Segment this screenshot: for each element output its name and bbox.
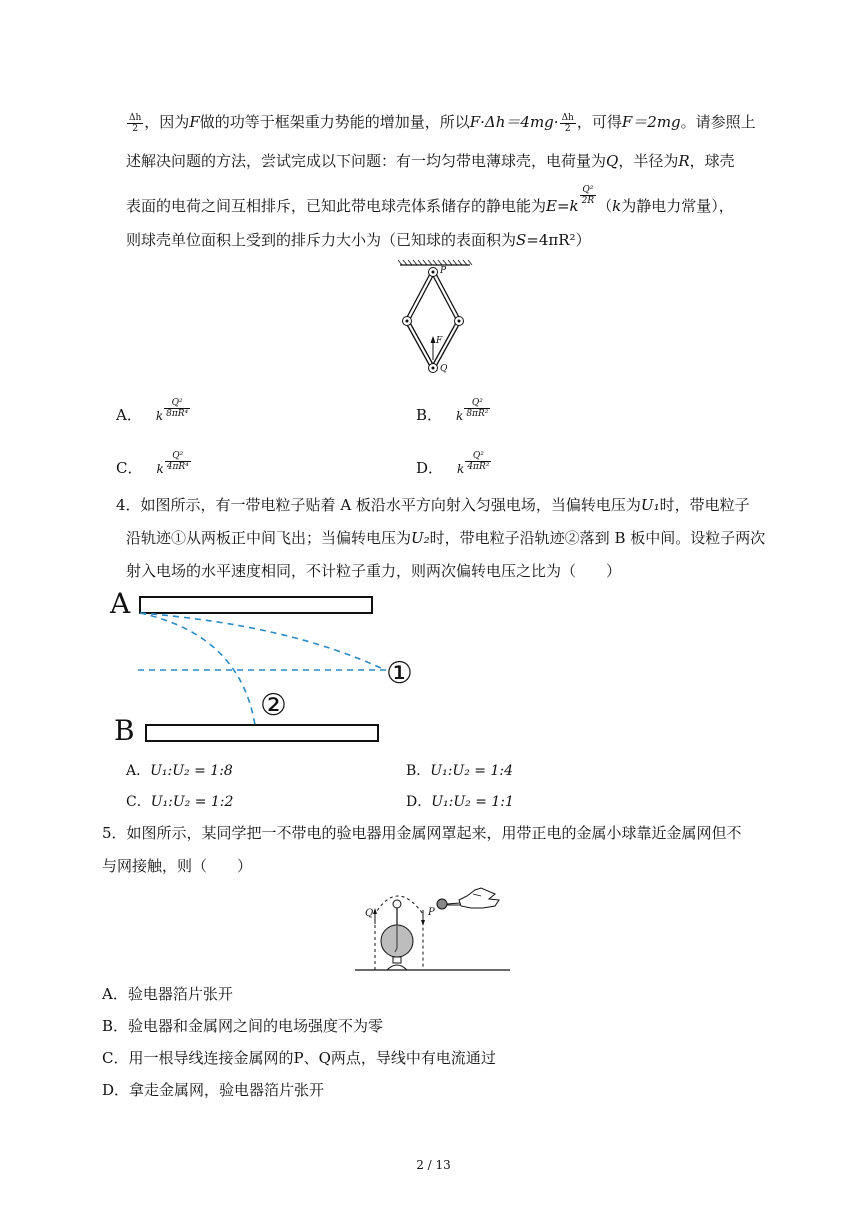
q4-option-b[interactable]: B．U₁:U₂ = 1:4	[406, 763, 513, 779]
fraction-dh: $\frac{\Delta h}{2}$	[129, 112, 142, 134]
intro-line-3: 表面的电荷之间互相排斥，已知此带电球壳体系储存的静电能为E=k $\frac{\text{Q²}}{2R}$ （k为静电力常量），	[126, 184, 734, 215]
charged-ball	[437, 899, 447, 909]
intro-line-2: 述解决问题的方法，尝试完成以下问题：有一均匀带电薄球壳，电荷量为Q，半径为R，球壳	[126, 152, 735, 170]
q4-line-3: 射入电场的水平速度相同，不计粒子重力，则两次偏转电压之比为（ ）	[126, 562, 622, 580]
fig1-label-Q: Q	[440, 364, 448, 374]
plate-b	[146, 725, 378, 741]
plate-b-label: B	[114, 714, 135, 747]
q4-line-1: 4．如图所示，有一带电粒子贴着 A 板沿水平方向射入匀强电场，当偏转电压为U₁时，带电粒子	[116, 496, 750, 514]
plate-a	[140, 597, 372, 613]
fraction-dh-2: $\frac{\Delta h}{2}$	[561, 112, 574, 134]
q5-option-d[interactable]: D．拿走金属网，验电器箔片张开	[102, 1081, 325, 1099]
fig3-label-P: P	[428, 907, 435, 918]
q3-option-c[interactable]: C． k $\frac{\text{Q²}}{\text{4πR⁴}}$	[116, 450, 189, 477]
fig3-label-Q: Q	[365, 908, 374, 919]
q5-option-b[interactable]: B．验电器和金属网之间的电场强度不为零	[102, 1017, 384, 1035]
q3-option-b[interactable]: B． k $\frac{\text{Q²}}{\text{8πR²}}$	[416, 397, 489, 424]
trajectory-1-label: ①	[386, 656, 413, 691]
trajectory-2-label: ②	[260, 688, 287, 723]
plate-a-label: A	[110, 587, 131, 620]
q4-line-2: 沿轨迹①从两板正中间飞出；当偏转电压为U₂时，带电粒子沿轨迹②落到 B 板中间。设粒子两次	[126, 529, 766, 547]
rhombus-frame-figure	[395, 258, 475, 378]
q5-line-2: 与网接触，则（ ）	[102, 857, 253, 875]
fraction-energy: $\frac{\text{Q²}}{2R}$	[581, 184, 595, 206]
fig1-label-F: F	[436, 336, 443, 346]
q5-option-a[interactable]: A．验电器箔片张开	[102, 985, 233, 1003]
q3-option-a[interactable]: A． k $\frac{\text{Q²}}{\text{8πR⁴}}$	[116, 397, 189, 424]
q4-option-a[interactable]: A．U₁:U₂ = 1:8	[126, 763, 233, 779]
electroscope-figure	[355, 884, 515, 976]
q4-option-c[interactable]: C．U₁:U₂ = 1:2	[126, 794, 234, 810]
page-number: 2 / 13	[416, 1158, 451, 1172]
intro-line-1: $\frac{\Delta h}{2}$ ，因为F做的功等于框架重力势能的增加量，所以F·Δh＝4mg· $\frac{\Delta h}{2}$ ，可得F＝2mg。请参照上	[129, 112, 756, 134]
trajectory-2	[140, 613, 255, 725]
q5-line-1: 5．如图所示，某同学把一不带电的验电器用金属网罩起来，用带正电的金属小球靠近金属网但不	[102, 824, 742, 842]
q3-option-d[interactable]: D． k $\frac{\text{Q²}}{\text{4πR²}}$	[416, 450, 490, 477]
trajectory-1	[140, 613, 385, 670]
q5-option-c[interactable]: C．用一根导线连接金属网的P、Q两点，导线中有电流通过	[102, 1049, 496, 1067]
fig1-label-P: P	[440, 266, 447, 276]
q4-option-d[interactable]: D．U₁:U₂ = 1:1	[406, 794, 514, 810]
hand	[459, 888, 499, 908]
intro-line-4: 则球壳单位面积上受到的排斥力大小为（已知球的表面积为S=4πR²）	[126, 231, 591, 249]
